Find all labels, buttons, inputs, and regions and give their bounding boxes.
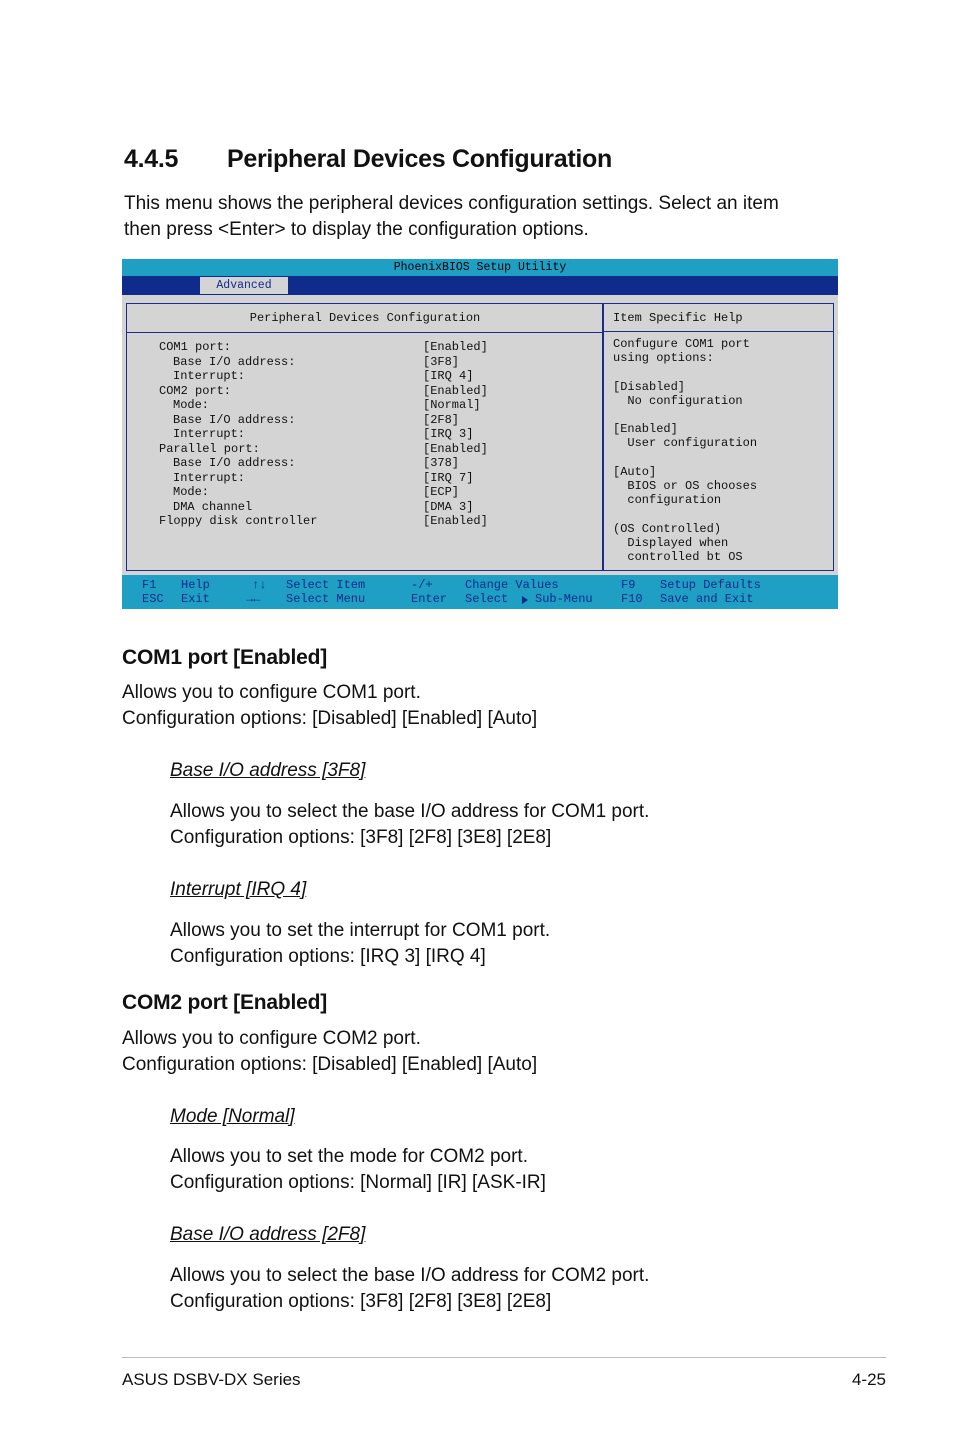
setting-value[interactable]: [IRQ 3] — [423, 427, 474, 441]
setting-value[interactable]: [ECP] — [423, 485, 460, 499]
key-select-menu-label: Select Menu — [286, 592, 366, 606]
bios-title-bar: PhoenixBIOS Setup Utility — [122, 259, 838, 276]
setting-value[interactable]: [Enabled] — [423, 514, 488, 528]
com1-irq-heading: Interrupt [IRQ 4] — [170, 879, 307, 900]
setting-value[interactable]: [IRQ 7] — [423, 470, 474, 485]
com1-description — [122, 680, 537, 732]
section-number: 4.4.5 — [124, 145, 179, 173]
setting-label: Interrupt: — [173, 427, 246, 441]
bios-screenshot — [122, 259, 838, 609]
setting-label: Mode: — [173, 398, 210, 412]
footer-product: ASUS DSBV-DX Series — [122, 1370, 301, 1389]
help-panel-title: Item Specific Help — [603, 304, 833, 332]
key-f9-label: Setup Defaults — [660, 578, 761, 592]
com1-line-1: Allows you to configure COM1 port. — [122, 682, 421, 703]
key-esc-label: Exit — [181, 592, 210, 606]
setting-value[interactable]: [Enabled] — [423, 340, 488, 354]
com1-irq-description — [170, 918, 550, 970]
setting-label: Base I/O address: — [173, 412, 296, 427]
com1-irq-line-1: Allows you to set the interrupt for COM1 port. — [170, 920, 551, 941]
key-esc: ESC — [142, 592, 164, 606]
help-text: Confugure COM1 port using options: [Disabled] No configuration [Enabled] User configuration [Auto] BIOS or OS chooses configuration (OS Controlled) Displayed when controlled bt OS — [613, 337, 758, 565]
com2-mode-line-2: Configuration options: [Normal] [IR] [ASK-IR] — [170, 1172, 546, 1193]
left-right-arrows-icon: →← — [246, 592, 261, 606]
setting-label: Parallel port: — [159, 441, 260, 456]
com2-base-description — [170, 1263, 649, 1315]
setting-label: Base I/O address: — [173, 354, 296, 369]
setting-label: COM2 port: — [159, 383, 232, 398]
com2-line-2: Configuration options: [Disabled] [Enabled] [Auto] — [122, 1054, 538, 1075]
setting-label: Base I/O address: — [173, 456, 296, 470]
com1-base-heading: Base I/O address [3F8] — [170, 760, 366, 781]
com2-base-heading: Base I/O address [2F8] — [170, 1224, 366, 1245]
bios-menu-bar — [122, 276, 838, 295]
setting-label: Mode: — [173, 485, 210, 499]
setting-value[interactable]: [2F8] — [423, 412, 460, 427]
settings-panel — [126, 303, 604, 571]
com2-mode-description — [170, 1144, 546, 1196]
footer-page-number: 4-25 — [851, 1370, 886, 1389]
setting-label: Floppy disk controller — [159, 514, 318, 528]
com2-description — [122, 1026, 537, 1078]
com2-mode-heading: Mode [Normal] — [170, 1106, 295, 1127]
key-select-item-label: Select Item — [286, 578, 366, 592]
up-down-arrows-icon: ↑↓ — [252, 578, 267, 592]
com1-base-description — [170, 799, 649, 851]
intro-paragraph — [124, 191, 824, 243]
com1-heading: COM1 port [Enabled] — [122, 646, 328, 669]
key-f9: F9 — [621, 578, 636, 592]
com1-irq-line-2: Configuration options: [IRQ 3] [IRQ 4] — [170, 946, 486, 967]
settings-panel-title: Peripheral Devices Configuration — [127, 304, 603, 333]
key-f1: F1 — [142, 578, 157, 592]
key-submenu-label: Sub-Menu — [535, 592, 593, 606]
setting-label: COM1 port: — [159, 340, 232, 354]
com1-line-2: Configuration options: [Disabled] [Enabled] [Auto] — [122, 708, 538, 729]
key-enter-label: Select — [465, 592, 509, 606]
section-heading — [124, 145, 612, 174]
setting-value[interactable]: [3F8] — [423, 354, 460, 369]
setting-value[interactable]: [Enabled] — [423, 383, 488, 398]
bios-key-legend — [122, 575, 838, 609]
com2-base-line-2: Configuration options: [3F8] [2F8] [3E8] [2E8] — [170, 1291, 552, 1312]
help-panel — [602, 303, 834, 571]
setting-value[interactable]: [IRQ 4] — [423, 369, 474, 383]
section-title: Peripheral Devices Configuration — [227, 145, 612, 173]
com2-base-line-1: Allows you to select the base I/O address for COM2 port. — [170, 1265, 650, 1286]
footer-divider — [122, 1357, 886, 1358]
tab-advanced[interactable]: Advanced — [200, 277, 288, 294]
com1-base-line-2: Configuration options: [3F8] [2F8] [3E8] [2E8] — [170, 827, 552, 848]
intro-line-1: This menu shows the peripheral devices configuration settings. Select an item — [124, 193, 779, 214]
key-enter: Enter — [411, 592, 448, 606]
com1-base-line-1: Allows you to select the base I/O address for COM1 port. — [170, 801, 650, 822]
submenu-triangle-icon — [521, 595, 529, 605]
com2-mode-line-1: Allows you to set the mode for COM2 port. — [170, 1146, 528, 1167]
setting-label: Interrupt: — [173, 470, 246, 485]
setting-label: Interrupt: — [173, 369, 246, 383]
com2-heading: COM2 port [Enabled] — [122, 991, 328, 1014]
key-plus-minus: -/+ — [411, 578, 433, 592]
key-f1-label: Help — [181, 578, 210, 592]
key-f10: F10 — [621, 592, 643, 606]
key-change-values-label: Change Values — [465, 578, 559, 592]
setting-label: DMA channel — [173, 499, 253, 514]
setting-value[interactable]: [DMA 3] — [423, 499, 474, 514]
setting-value[interactable]: [378] — [423, 456, 460, 470]
setting-value[interactable]: [Enabled] — [423, 441, 488, 456]
intro-line-2: then press <Enter> to display the configuration options. — [124, 219, 589, 240]
key-f10-label: Save and Exit — [660, 592, 754, 606]
com2-line-1: Allows you to configure COM2 port. — [122, 1028, 421, 1049]
setting-value[interactable]: [Normal] — [423, 398, 481, 412]
